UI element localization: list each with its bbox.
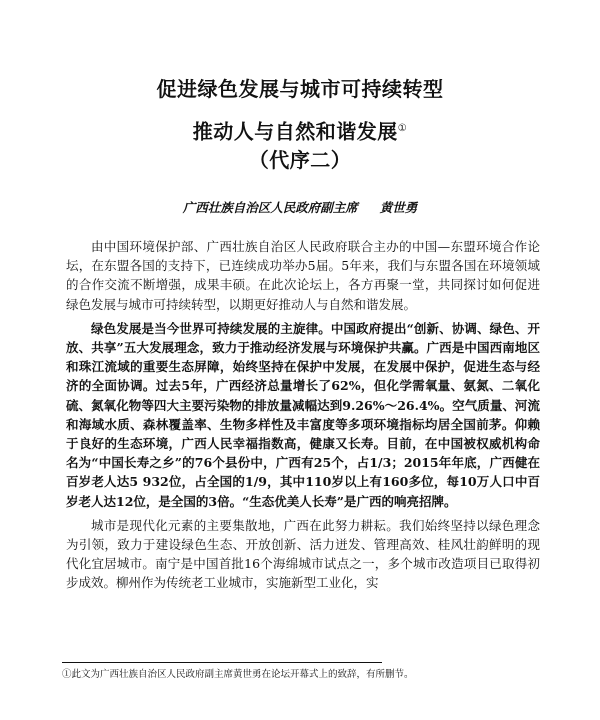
title-line-1: 促进绿色发展与城市可持续转型 — [156, 77, 444, 101]
author-name: 黄世勇 — [379, 200, 418, 215]
footnote: ①此文为广西壮族自治区人民政府副主席黄世勇在论坛开幕式上的致辞，有所删节。 — [62, 669, 414, 680]
author-position: 广西壮族自治区人民政府副主席 — [182, 200, 358, 215]
title-line-3: （代序二） — [248, 148, 352, 172]
title-line-2-text: 推动人与自然和谐发展 — [192, 119, 398, 144]
footnote-divider — [62, 662, 382, 663]
byline — [0, 198, 600, 216]
paragraph-1: 由中国环境保护部、广西壮族自治区人民政府联合主办的中国—东盟环境合作论坛，在东盟各国的支持下，已连续成功举办5届。5年来，我们与东盟各国在环境领域的合作交流不断增强，成果丰硕。在此次论坛上，各方再聚一堂，共同探讨如何促进绿色发展与城市可持续转型，以期更好推动人与自然和谐发展。 — [66, 239, 540, 312]
paragraph-3: 城市是现代化元素的主要集散地，广西在此努力耕耘。我们始终坚持以绿色理念为引领，致力于建设绿色生态、开放创新、活力迸发、管理高效、桂风壮韵鲜明的现代化宜居城市。南宁是中国首批16个海绵城市试点之一，多个城市改造项目已取得初步成效。柳州作为传统老工业城市，实施新型工业化，实 — [66, 517, 540, 591]
paragraph-2: 绿色发展是当今世界可持续发展的主旋律。中国政府提出“创新、协调、绿色、开放、共享”五大发展理念，致力于推动经济发展与环境保护共赢。广西是中国西南地区和珠江流域的重要生态屏障，始终坚持在保护中发展，在发展中保护，促进生态与经济的全面协调。过去5年，广西经济总量增长了62%，但化学需氧量、氨氮、二氧化硫、氮氧化物等四大主要污染物的排放量减幅达到9.26%～26.4%。空气质量、河流和海域水质、森林覆盖率、生物多样性及丰富度等多项环境指标均居全国前茅。仰赖于良好的生态环境，广西人民幸福指数高，健康又长寿。目前，在中国被权威机构命名为“中国长寿之乡”的76个县份中，广西有25个，占1/3；2015年年底，广西健在百岁老人达5 932位，占全国的1/9，其中110岁以上有160多位，每10万人口中百岁老人达12位，是全国的3倍。“生态优美人长寿”是广西的响亮招牌。 — [66, 320, 540, 509]
title-line-2 — [0, 116, 600, 145]
body-text — [66, 237, 540, 598]
footnote-mark: ① — [397, 123, 408, 134]
